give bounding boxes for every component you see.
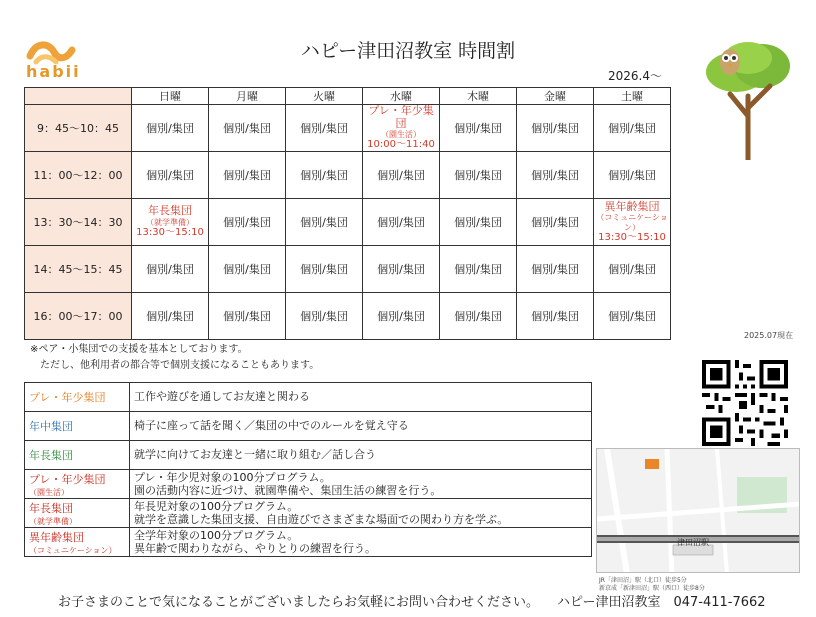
legend-description-line: 年長児対象の100分プログラム。 [134,499,299,513]
program-name: 年長集団 [148,204,192,218]
legend-name-cell [25,441,130,470]
footer-contact: ハピー津田沼教室 047-411-7662 [557,595,766,610]
schedule-cell: 個別/集団 [363,246,440,293]
legend-name-cell [25,528,130,557]
schedule-cell: 個別/集団 [440,152,517,199]
legend-description-line: 椅子に座って話を聞く／集団の中でのルールを覚え守る [134,419,409,433]
legend-description-line: 工作や遊びを通してお友達と関わる [134,390,310,404]
time-slot-cell: 9：45～10：45 [25,105,132,152]
schedule-cell: 個別/集団 [132,246,209,293]
schedule-cell: 個別/集団 [132,105,209,152]
schedule-row [25,152,671,199]
legend-program-name: 年長集団 [29,449,73,462]
schedule-cell: 個別/集団 [286,199,363,246]
schedule-cell: 個別/集団 [517,105,594,152]
schedule-row [25,293,671,340]
access-map [596,448,800,573]
legend-row [25,441,592,470]
schedule-row [25,199,671,246]
legend-description-line: 就学に向けてお友達と一緒に取り組む／話し合う [134,448,376,462]
day-header: 火曜 [286,88,363,105]
special-program-cell [132,199,209,246]
schedule-cell: 個別/集団 [440,293,517,340]
schedule-cell: 個別/集団 [286,246,363,293]
as-of-date: 2025.07現在 [744,331,794,340]
legend-row [25,499,592,528]
legend-program-name: 異年齢集団 [29,530,84,544]
legend-row [25,383,592,412]
legend-program-subtitle: （コミュニケーション） [29,545,117,555]
footer-message: お子さまのことで気になることがございましたらお気軽にお問い合わせください。 [58,595,540,610]
legend-program-name: プレ・年少集団 [29,472,106,486]
legend-name-cell [25,499,130,528]
legend-description-cell [130,528,592,557]
effective-date: 2026.4～ [608,69,662,83]
day-header: 木曜 [440,88,517,105]
schedule-table [24,87,671,340]
legend-description-cell [130,470,592,499]
legend-description-cell [130,412,592,441]
legend-program-name: 年中集団 [29,420,73,433]
map-caption-1: JR「津田沼」駅（北口）徒歩5分 [599,577,687,584]
legend-program-subtitle: （就学準備） [29,516,77,526]
schedule-cell: 個別/集団 [440,246,517,293]
schedule-cell: 個別/集団 [594,152,671,199]
schedule-cell: 個別/集団 [440,199,517,246]
schedule-cell: 個別/集団 [363,293,440,340]
corner-cell [25,88,132,105]
schedule-cell: 個別/集団 [517,293,594,340]
schedule-row [25,105,671,152]
schedule-cell: 個別/集団 [209,293,286,340]
schedule-cell: 個別/集団 [517,152,594,199]
program-subtitle: （コミュニケーション） [596,213,668,232]
time-slot-cell: 16：00～17：00 [25,293,132,340]
note-line-1: ※ペア・小集団での支援を基本としております。 [30,344,248,355]
day-header: 金曜 [517,88,594,105]
day-header: 日曜 [132,88,209,105]
schedule-cell: 個別/集団 [286,293,363,340]
program-time: 13:30～15:10 [598,231,666,243]
schedule-cell: 個別/集団 [286,105,363,152]
legend-description-line: 就学を意識した集団支援、自由遊びでさまざまな場面での関わり方を学ぶ。 [134,513,509,526]
schedule-cell: 個別/集団 [517,246,594,293]
map-caption-2: 新京成「新津田沼」駅（西口）徒歩8分 [599,585,705,592]
schedule-cell: 個別/集団 [132,293,209,340]
day-header: 水曜 [363,88,440,105]
special-program-cell [363,105,440,152]
legend-description-line: 異年齢で関わりながら、やりとりの練習を行う。 [134,542,376,555]
legend-description-line: 全学年対象の100分プログラム。 [134,528,299,542]
schedule-cell: 個別/集団 [594,246,671,293]
day-header: 土曜 [594,88,671,105]
program-subtitle: （就学準備） [146,217,194,227]
legend-description-cell [130,499,592,528]
program-subtitle: （園生活） [381,130,421,140]
schedule-cell: 個別/集団 [517,199,594,246]
page-title: ハピー津田沼教室 時間割 [300,40,516,62]
program-name: プレ・年少集団 [368,104,434,130]
schedule-row [25,246,671,293]
legend-description-line: プレ・年少児対象の100分プログラム。 [134,470,331,484]
legend-program-name: プレ・年少集団 [29,391,106,404]
schedule-cell: 個別/集団 [132,152,209,199]
special-program-cell [594,199,671,246]
schedule-header-row [25,88,671,105]
schedule-cell: 個別/集団 [209,152,286,199]
schedule-cell: 個別/集団 [286,152,363,199]
special-program-text [363,105,439,151]
time-slot-cell: 14：45～15：45 [25,246,132,293]
program-name: 異年齢集団 [604,199,660,213]
program-legend-table [24,382,592,557]
qr-code-icon [702,360,788,446]
map-station-label: 津田沼駅 [677,538,709,547]
legend-description-line: 園の活動内容に近づけ、就園準備や、集団生活の練習を行う。 [134,484,442,497]
schedule-cell: 個別/集団 [209,105,286,152]
program-time: 10:00～11:40 [367,139,435,151]
schedule-cell: 個別/集団 [594,105,671,152]
schedule-cell: 個別/集団 [209,199,286,246]
time-slot-cell: 13：30～14：30 [25,199,132,246]
schedule-cell: 個別/集団 [209,246,286,293]
program-time: 13:30～15:10 [136,227,204,239]
map-illustration-icon [597,449,800,573]
schedule-cell: 個別/集団 [594,293,671,340]
legend-name-cell [25,470,130,499]
schedule-cell: 個別/集団 [363,199,440,246]
schedule-cell: 個別/集団 [363,152,440,199]
schedule-cell: 個別/集団 [440,105,517,152]
owl-tree-illustration-icon [700,36,796,160]
note-line-2: ただし、他利用者の都合等で個別支援になることもあります。 [40,360,320,371]
time-slot-cell: 11：00～12：00 [25,152,132,199]
legend-name-cell [25,383,130,412]
legend-program-name: 年長集団 [29,501,73,515]
legend-description-cell [130,383,592,412]
special-program-text [594,201,670,244]
legend-program-subtitle: （園生活） [29,487,69,497]
legend-row [25,470,592,499]
legend-row [25,528,592,557]
legend-name-cell [25,412,130,441]
day-header: 月曜 [209,88,286,105]
special-program-text [132,205,208,238]
logo-text: habii [26,62,81,81]
legend-row [25,412,592,441]
legend-description-cell [130,441,592,470]
